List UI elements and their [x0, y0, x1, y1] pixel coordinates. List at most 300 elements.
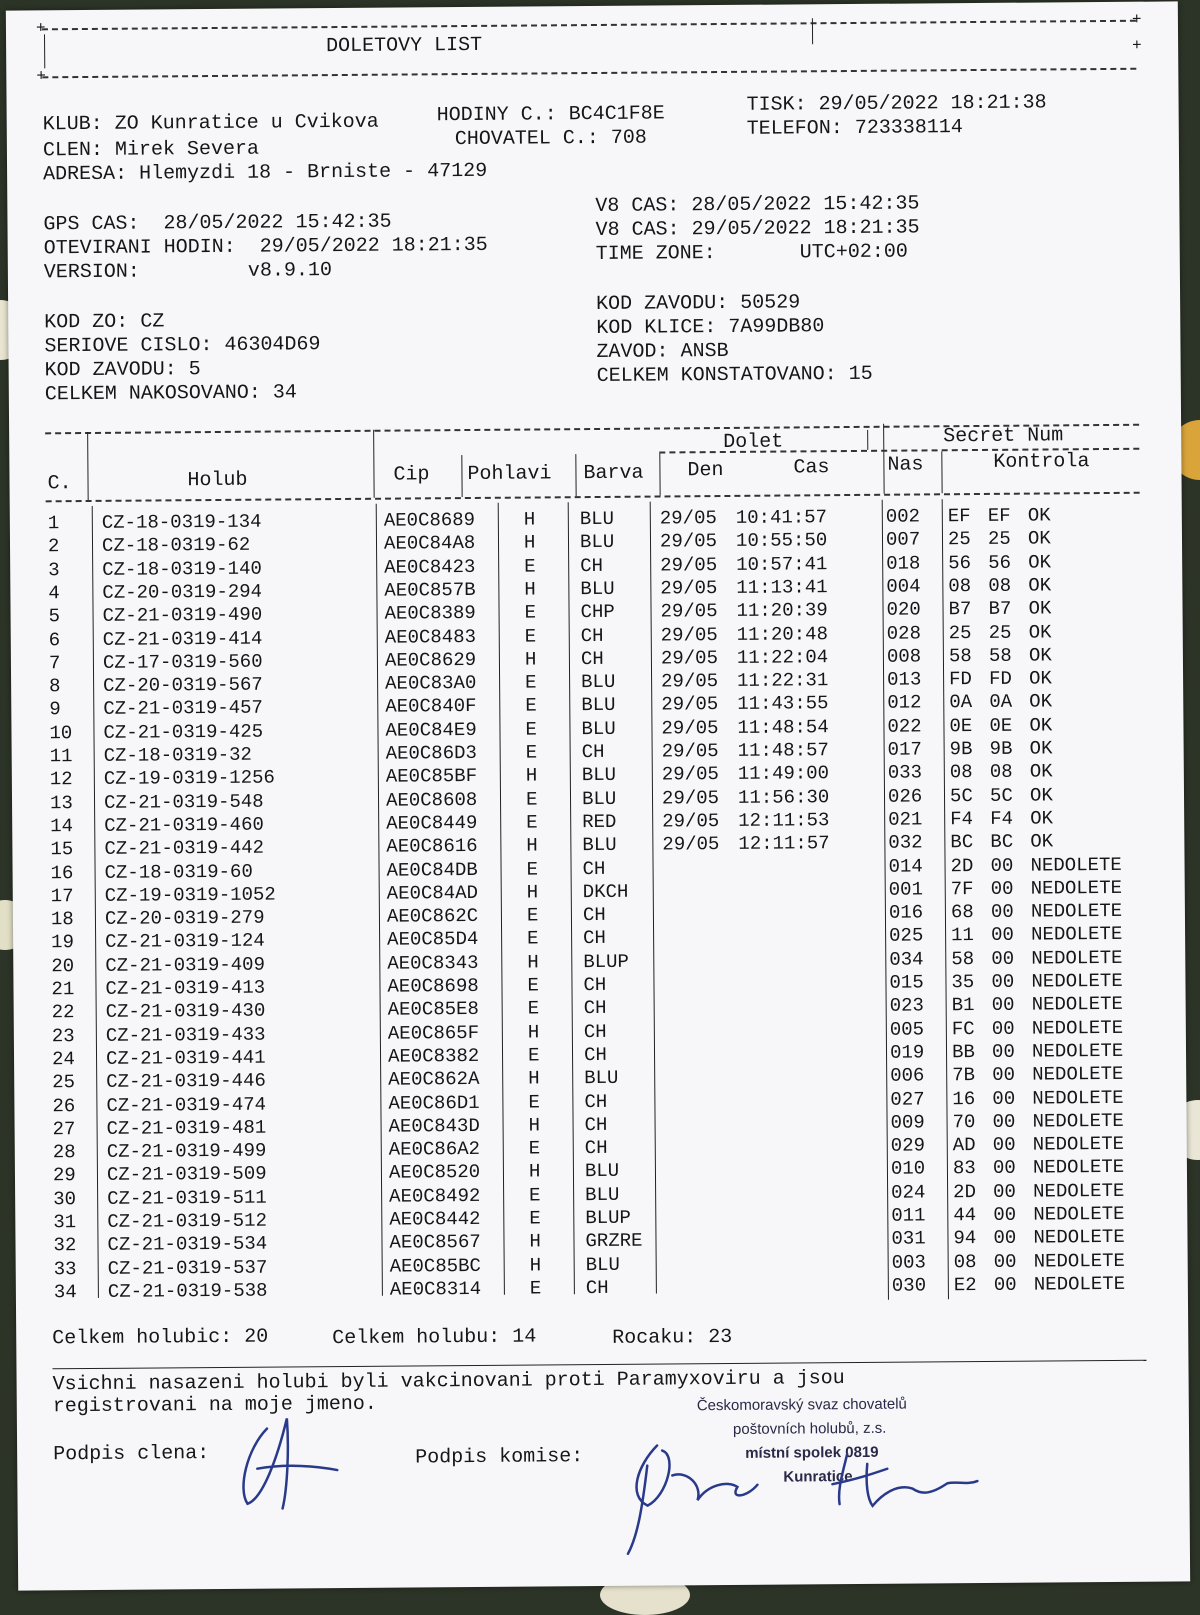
cell-arrival-day: 29/05: [660, 507, 717, 529]
cell-basket-number: 006: [890, 1065, 924, 1087]
cell-basket-number: 010: [891, 1158, 925, 1180]
cell-chip: AE0C8698: [387, 975, 478, 998]
cell-arrival-time: 11:13:41: [736, 576, 827, 599]
cell-basket-number: 015: [889, 971, 923, 993]
col-divider: [498, 503, 505, 1295]
cell-color: CH: [584, 1021, 607, 1043]
cell-row-number: 10: [49, 722, 72, 744]
cell-basket-number: 003: [892, 1251, 926, 1273]
cell-secret-1: AD: [953, 1134, 976, 1156]
cell-sex: E: [529, 1184, 541, 1206]
cell-arrival-time: 11:43:55: [737, 693, 828, 716]
cell-color: CH: [580, 555, 603, 577]
cell-row-number: 24: [52, 1048, 75, 1070]
cell-check: OK: [1030, 831, 1053, 853]
cell-secret-2: 00: [992, 994, 1015, 1016]
phone: TELEFON: 723338114: [747, 117, 963, 141]
member-name: CLEN: Mirek Severa: [43, 139, 259, 163]
cell-secret-2: B7: [988, 598, 1011, 620]
cell-pigeon-ring: CZ-21-0319-538: [108, 1280, 268, 1303]
cell-row-number: 6: [49, 629, 61, 651]
cell-secret-2: 00: [991, 947, 1014, 969]
cell-chip: AE0C85BF: [386, 765, 477, 788]
cell-basket-number: 021: [888, 808, 922, 830]
cell-chip: AE0C8608: [386, 789, 477, 812]
cell-chip: AE0C83A0: [385, 672, 476, 695]
cell-pigeon-ring: CZ-19-0319-1052: [105, 883, 276, 906]
corner-plus: +: [36, 68, 46, 84]
committee-signature: [617, 1423, 998, 1556]
col-header-den: Den: [687, 459, 723, 483]
cell-sex: E: [527, 974, 539, 996]
race-code-left: KOD ZAVODU: 5: [45, 359, 201, 382]
cell-secret-1: BC: [950, 831, 973, 853]
cell-sex: E: [526, 741, 538, 763]
cell-chip: AE0C8492: [389, 1185, 480, 1208]
col-divider: [575, 454, 576, 496]
cell-secret-2: 58: [989, 645, 1012, 667]
cell-basket-number: 030: [892, 1274, 926, 1296]
cell-basket-number: 022: [887, 715, 921, 737]
cell-sex: E: [529, 1138, 541, 1160]
cell-color: CH: [582, 741, 605, 763]
cell-pigeon-ring: CZ-21-0319-481: [107, 1116, 267, 1139]
cell-pigeon-ring: CZ-20-0319-279: [105, 907, 265, 930]
cell-secret-2: BC: [990, 831, 1013, 853]
committee-signature-label: Podpis komise:: [415, 1446, 583, 1469]
cell-color: BLU: [586, 1253, 620, 1275]
clock-number: HODINY C.: BC4C1F8E: [437, 103, 665, 127]
cell-check: NEDOLETE: [1034, 1273, 1125, 1296]
cell-row-number: 25: [52, 1071, 75, 1093]
cell-arrival-time: 11:20:48: [737, 623, 828, 646]
address: ADRESA: Hlemyzdi 18 - Brniste - 47129: [43, 161, 487, 186]
cell-pigeon-ring: CZ-21-0319-425: [103, 720, 263, 743]
cell-pigeon-ring: CZ-21-0319-509: [107, 1163, 267, 1186]
cell-pigeon-ring: CZ-18-0319-134: [102, 511, 262, 534]
cell-arrival-time: 10:55:50: [736, 529, 827, 552]
cell-chip: AE0C8567: [389, 1231, 480, 1254]
cell-sex: E: [525, 625, 537, 647]
cell-basket-number: 018: [886, 552, 920, 574]
cell-secret-2: 25: [988, 528, 1011, 550]
stamp-line-3: místní spolek 0819: [745, 1444, 879, 1462]
cell-row-number: 12: [50, 768, 73, 790]
cell-chip: AE0C862A: [388, 1068, 479, 1091]
title-top-border: [42, 20, 1136, 31]
cell-color: BLU: [580, 531, 614, 553]
cell-secret-1: 9B: [950, 738, 973, 760]
cell-secret-2: 0E: [989, 714, 1012, 736]
cell-color: CHP: [580, 601, 614, 623]
cell-arrival-day: 29/05: [661, 647, 718, 669]
gps-time: GPS CAS: 28/05/2022 15:42:35: [43, 212, 391, 237]
col-divider: [461, 455, 462, 497]
cell-secret-1: EF: [948, 505, 971, 527]
cell-check: NEDOLETE: [1031, 877, 1122, 900]
cell-check: OK: [1028, 598, 1051, 620]
cell-color: BLU: [585, 1160, 619, 1182]
cell-basket-number: 033: [888, 762, 922, 784]
time-zone: TIME ZONE: UTC+02:00: [596, 242, 908, 266]
cell-sex: H: [530, 1254, 542, 1276]
cell-secret-2: EF: [988, 505, 1011, 527]
cell-color: BLU: [585, 1184, 619, 1206]
declaration-line-2: registrovani na moje jmeno.: [53, 1394, 377, 1419]
cell-secret-2: 00: [992, 1064, 1015, 1086]
cell-secret-1: B7: [948, 598, 971, 620]
corner-plus: +: [1132, 38, 1142, 54]
col-header-dolet: Dolet: [723, 431, 783, 455]
corner-plus: +: [36, 20, 46, 36]
cell-chip: AE0C8314: [390, 1278, 481, 1301]
cell-pigeon-ring: CZ-19-0319-1256: [104, 767, 275, 790]
cell-color: CH: [583, 904, 606, 926]
cell-sex: E: [528, 1091, 540, 1113]
cell-secret-2: 00: [994, 1274, 1017, 1296]
col-divider: [883, 424, 885, 494]
cell-secret-1: 16: [952, 1088, 975, 1110]
cell-pigeon-ring: CZ-18-0319-32: [104, 744, 252, 767]
cell-secret-2: 00: [991, 901, 1014, 923]
cell-secret-1: E2: [954, 1274, 977, 1296]
cell-color: BLU: [582, 787, 616, 809]
cell-sex: E: [528, 998, 540, 1020]
cell-sex: H: [528, 1114, 540, 1136]
cell-row-number: 30: [53, 1188, 76, 1210]
document-sheet: [6, 1, 1190, 1590]
cell-row-number: 11: [50, 745, 73, 767]
cell-secret-2: 00: [993, 1134, 1016, 1156]
cell-sex: E: [525, 718, 537, 740]
table-header-bottom-border: [46, 492, 1140, 503]
cell-chip: AE0C8629: [385, 649, 476, 672]
club-label: KLUB: ZO Kunratice u Cvikova: [43, 112, 379, 137]
cell-secret-2: 00: [991, 971, 1014, 993]
cell-pigeon-ring: CZ-21-0319-457: [103, 697, 263, 720]
total-hens: Celkem holubic: 20: [52, 1327, 268, 1351]
cell-check: OK: [1029, 668, 1052, 690]
cell-chip: AE0C85D4: [387, 928, 478, 951]
cell-arrival-time: 11:56:30: [738, 786, 829, 809]
cell-arrival-day: 29/05: [660, 577, 717, 599]
cell-secret-2: 00: [993, 1157, 1016, 1179]
cell-secret-2: 08: [988, 575, 1011, 597]
cell-chip: AE0C84A8: [384, 532, 475, 555]
race-name: ZAVOD: ANSB: [596, 341, 728, 364]
cell-check: OK: [1028, 504, 1051, 526]
cell-pigeon-ring: CZ-21-0319-460: [104, 814, 264, 837]
cell-secret-1: 11: [951, 924, 974, 946]
cell-chip: AE0C85E8: [388, 998, 479, 1021]
serial-number: SERIOVE CISLO: 46304D69: [44, 334, 320, 358]
cell-pigeon-ring: CZ-17-0319-560: [103, 650, 263, 673]
cell-basket-number: 025: [889, 925, 923, 947]
cell-check: NEDOLETE: [1031, 900, 1122, 923]
col-divider: [92, 506, 99, 1298]
cell-basket-number: 004: [886, 575, 920, 597]
cell-arrival-day: 29/05: [660, 554, 717, 576]
cell-sex: H: [524, 508, 536, 530]
cell-basket-number: 013: [887, 669, 921, 691]
cell-row-number: 31: [53, 1211, 76, 1233]
cell-check: NEDOLETE: [1032, 1040, 1123, 1063]
cell-basket-number: 002: [886, 505, 920, 527]
cell-chip: AE0C8689: [384, 509, 475, 532]
cell-row-number: 14: [50, 815, 73, 837]
cell-secret-2: 00: [992, 1111, 1015, 1133]
cell-secret-1: 83: [953, 1157, 976, 1179]
cell-row-number: 8: [49, 675, 61, 697]
cell-row-number: 7: [49, 652, 61, 674]
declaration-line-1: Vsichni nasazeni holubi byli vakcinovani proti Paramyxoviru a jsou: [53, 1368, 845, 1396]
cell-check: OK: [1030, 761, 1053, 783]
cell-chip: AE0C8343: [387, 952, 478, 975]
cell-secret-1: 08: [950, 761, 973, 783]
cell-secret-1: 68: [951, 901, 974, 923]
cell-arrival-day: 29/05: [661, 624, 718, 646]
cell-pigeon-ring: CZ-21-0319-512: [107, 1210, 267, 1233]
title-right-bar: [812, 18, 813, 44]
cell-pigeon-ring: CZ-21-0319-548: [104, 790, 264, 813]
cell-check: NEDOLETE: [1033, 1226, 1124, 1249]
cell-row-number: 5: [48, 605, 60, 627]
cell-pigeon-ring: CZ-21-0319-430: [106, 1000, 266, 1023]
cell-pigeon-ring: CZ-21-0319-499: [107, 1140, 267, 1163]
cell-row-number: 22: [52, 1001, 75, 1023]
cell-chip: AE0C8382: [388, 1045, 479, 1068]
cell-check: NEDOLETE: [1033, 1180, 1124, 1203]
cell-arrival-day: 29/05: [661, 670, 718, 692]
cell-color: CH: [584, 1044, 607, 1066]
stamp-line-2: poštovních holubů, z.s.: [733, 1420, 887, 1438]
cell-secret-2: 56: [988, 551, 1011, 573]
cell-arrival-day: 29/05: [662, 787, 719, 809]
cell-row-number: 29: [53, 1165, 76, 1187]
cell-arrival-day: 29/05: [662, 763, 719, 785]
cell-chip: AE0C8389: [384, 602, 475, 625]
v8-time-2: V8 CAS: 29/05/2022 18:21:35: [595, 217, 919, 242]
cell-basket-number: 016: [889, 902, 923, 924]
col-divider: [659, 454, 660, 496]
cell-secret-2: 00: [992, 1087, 1015, 1109]
cell-secret-1: 44: [953, 1204, 976, 1226]
cell-check: NEDOLETE: [1034, 1249, 1125, 1272]
cell-check: NEDOLETE: [1032, 993, 1123, 1016]
cell-secret-1: FC: [952, 1018, 975, 1040]
cell-basket-number: 008: [887, 645, 921, 667]
cell-check: OK: [1028, 551, 1051, 573]
cell-secret-1: 94: [953, 1227, 976, 1249]
cell-chip: AE0C8449: [386, 812, 477, 835]
cell-sex: E: [525, 672, 537, 694]
cell-sex: H: [529, 1161, 541, 1183]
cell-arrival-time: 11:22:04: [737, 646, 828, 669]
cell-color: BLU: [582, 834, 616, 856]
cell-basket-number: 032: [888, 832, 922, 854]
cell-secret-2: 00: [990, 854, 1013, 876]
cell-check: OK: [1030, 784, 1053, 806]
cell-chip: AE0C86D1: [388, 1091, 479, 1114]
col-header-secret-num: Secret Num: [943, 424, 1063, 449]
race-code-right: KOD ZAVODU: 50529: [596, 292, 800, 316]
cell-secret-1: 35: [951, 971, 974, 993]
cell-row-number: 27: [53, 1118, 76, 1140]
cell-secret-2: 00: [991, 924, 1014, 946]
cell-color: CH: [584, 1090, 607, 1112]
cell-secret-2: 25: [989, 621, 1012, 643]
cell-color: CH: [582, 857, 605, 879]
cell-pigeon-ring: CZ-20-0319-294: [102, 581, 262, 604]
cell-arrival-time: 10:41:57: [736, 506, 827, 529]
cell-sex: E: [526, 811, 538, 833]
cell-basket-number: 024: [891, 1181, 925, 1203]
col-divider: [867, 430, 868, 450]
version: VERSION: v8.9.10: [44, 260, 332, 284]
cell-check: NEDOLETE: [1031, 947, 1122, 970]
cell-sex: E: [526, 858, 538, 880]
cell-row-number: 9: [49, 699, 61, 721]
cell-check: NEDOLETE: [1033, 1156, 1124, 1179]
cell-basket-number: 027: [890, 1088, 924, 1110]
cell-check: NEDOLETE: [1032, 1063, 1123, 1086]
cell-secret-2: 00: [994, 1250, 1017, 1272]
cell-check: OK: [1029, 714, 1052, 736]
cell-basket-number: 014: [888, 855, 922, 877]
declaration-separator: [52, 1360, 1146, 1370]
v8-time-1: V8 CAS: 28/05/2022 15:42:35: [595, 193, 919, 218]
cell-arrival-day: 29/05: [662, 740, 719, 762]
cell-row-number: 2: [48, 536, 60, 558]
cell-sex: E: [528, 1044, 540, 1066]
cell-basket-number: 028: [887, 622, 921, 644]
cell-secret-2: 5C: [990, 784, 1013, 806]
cell-sex: H: [529, 1231, 541, 1253]
key-code: KOD KLICE: 7A99DB80: [596, 316, 824, 340]
cell-row-number: 4: [48, 582, 60, 604]
cell-pigeon-ring: CZ-21-0319-474: [106, 1093, 266, 1116]
cell-secret-1: 58: [951, 948, 974, 970]
cell-sex: E: [527, 928, 539, 950]
cell-basket-number: 031: [891, 1228, 925, 1250]
cell-pigeon-ring: CZ-21-0319-534: [107, 1233, 267, 1256]
cell-chip: AE0C84AD: [387, 882, 478, 905]
col-divider: [650, 502, 657, 1294]
col-divider: [373, 430, 375, 498]
cell-secret-2: 00: [991, 878, 1014, 900]
cell-secret-2: 00: [992, 1017, 1015, 1039]
cell-sex: H: [527, 881, 539, 903]
cell-chip: AE0C84DB: [386, 858, 477, 881]
cell-row-number: 20: [51, 955, 74, 977]
cell-check: NEDOLETE: [1030, 853, 1121, 876]
cell-secret-1: 5C: [950, 785, 973, 807]
cell-basket-number: 026: [888, 785, 922, 807]
cell-row-number: 32: [53, 1234, 76, 1256]
cell-color: CH: [586, 1277, 609, 1299]
member-signature-label: Podpis clena:: [53, 1443, 209, 1466]
cell-secret-1: BB: [952, 1041, 975, 1063]
cell-sex: E: [527, 905, 539, 927]
cell-check: NEDOLETE: [1031, 970, 1122, 993]
cell-basket-number: 020: [886, 599, 920, 621]
cell-secret-1: 08: [954, 1251, 977, 1273]
cell-arrival-time: 11:48:57: [738, 739, 829, 762]
cell-secret-2: 9B: [990, 738, 1013, 760]
clock-opened: OTEVIRANI HODIN: 29/05/2022 18:21:35: [44, 235, 488, 260]
cell-arrival-day: 29/05: [660, 600, 717, 622]
breeder-number: CHOVATEL C.: 708: [455, 128, 647, 152]
col-header-cas: Cas: [793, 456, 829, 480]
corner-plus: +: [1132, 12, 1142, 28]
cell-row-number: 23: [52, 1025, 75, 1047]
cell-row-number: 28: [53, 1141, 76, 1163]
cell-check: NEDOLETE: [1032, 1110, 1123, 1133]
cell-arrival-time: 12:11:53: [738, 809, 829, 832]
cell-pigeon-ring: CZ-18-0319-62: [102, 534, 250, 557]
cell-secret-1: 0E: [949, 715, 972, 737]
cell-row-number: 21: [51, 978, 74, 1000]
col-header-holub: Holub: [187, 469, 247, 493]
col-divider: [941, 451, 942, 493]
cell-pigeon-ring: CZ-21-0319-413: [105, 977, 265, 1000]
cell-pigeon-ring: CZ-21-0319-409: [105, 953, 265, 976]
cell-sex: E: [530, 1277, 542, 1299]
cell-check: OK: [1029, 621, 1052, 643]
cell-row-number: 19: [51, 932, 74, 954]
col-header-cip: Cip: [393, 463, 429, 487]
cell-sex: E: [524, 555, 536, 577]
title-left-bar: [44, 34, 45, 68]
cell-row-number: 34: [54, 1281, 77, 1303]
cell-check: NEDOLETE: [1033, 1203, 1124, 1226]
cell-secret-2: 0A: [989, 691, 1012, 713]
page-title: DOLETOVY LIST: [326, 35, 482, 58]
cell-sex: E: [529, 1207, 541, 1229]
cell-pigeon-ring: CZ-21-0319-433: [106, 1023, 266, 1046]
cell-arrival-time: 11:22:31: [737, 669, 828, 692]
cell-row-number: 18: [51, 908, 74, 930]
col-header-barva: Barva: [583, 462, 643, 486]
total-yearlings: Rocaku: 23: [612, 1327, 732, 1350]
cell-sex: H: [525, 648, 537, 670]
cell-color: BLUP: [585, 1207, 631, 1229]
cell-arrival-day: 29/05: [661, 717, 718, 739]
cell-chip: AE0C86D3: [386, 742, 477, 765]
cell-check: OK: [1029, 691, 1052, 713]
cell-arrival-day: 29/05: [662, 810, 719, 832]
cell-color: RED: [582, 811, 616, 833]
cell-check: NEDOLETE: [1032, 1016, 1123, 1039]
cell-color: BLU: [584, 1067, 618, 1089]
cell-basket-number: 011: [891, 1204, 925, 1226]
cell-row-number: 15: [50, 838, 73, 860]
print-time: TISK: 29/05/2022 18:21:38: [746, 92, 1046, 116]
cell-chip: AE0C8520: [389, 1161, 480, 1184]
cell-pigeon-ring: CZ-20-0319-567: [103, 674, 263, 697]
cell-basket-number: 005: [890, 1018, 924, 1040]
cell-row-number: 33: [54, 1258, 77, 1280]
cell-secret-1: 56: [948, 552, 971, 574]
cell-secret-2: 00: [993, 1180, 1016, 1202]
cell-arrival-time: 11:20:39: [736, 599, 827, 622]
col-header-kontrola: Kontrola: [993, 450, 1089, 475]
cell-chip: AE0C862C: [387, 905, 478, 928]
cell-secret-2: 00: [993, 1204, 1016, 1226]
cell-sex: E: [524, 602, 536, 624]
col-divider: [87, 432, 89, 500]
cell-color: CH: [581, 624, 604, 646]
